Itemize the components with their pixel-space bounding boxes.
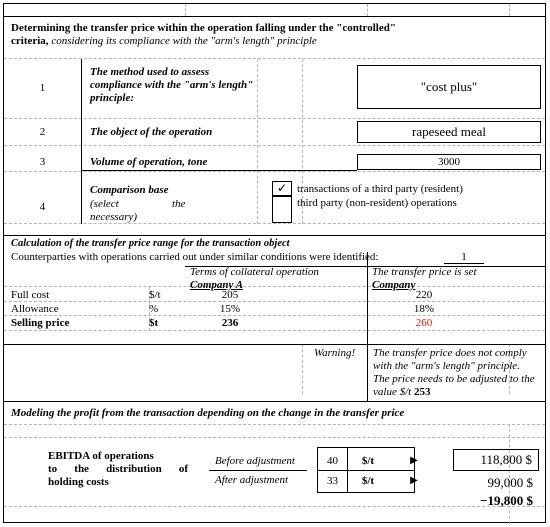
modeling-section-title: Modeling the profit from the transaction depending on the change in the transfer price [11, 407, 405, 419]
grid-line [4, 58, 545, 59]
non-resident-checkbox[interactable] [272, 196, 292, 223]
grid-line [4, 145, 545, 146]
resident-option-label: transactions of a third party (resident) [297, 183, 463, 195]
section-divider [4, 235, 545, 236]
company-header: Company [372, 279, 416, 291]
row-rule [209, 470, 307, 471]
comparison-hint: necessary) [90, 211, 138, 223]
grid-line [4, 223, 545, 224]
row-number: 4 [39, 201, 46, 213]
adjusted-price-value: 253 [413, 386, 431, 398]
volume-value-field[interactable]: 3000 [357, 154, 541, 170]
row-rule [81, 170, 357, 171]
grid-line [367, 4, 368, 16]
grid-line [4, 330, 545, 331]
counterparties-count: 1 [444, 251, 484, 264]
comparison-hint: the [172, 198, 186, 210]
cell-rule [317, 470, 415, 471]
section-divider [4, 344, 545, 345]
grid-line [4, 437, 545, 438]
page-title: Determining the transfer price within the operation falling under the "controlled" criteria, considering its compliance with the "arm's length" principle [11, 22, 396, 47]
volume-label: Volume of operation, tone [90, 156, 208, 168]
grid-line [509, 424, 510, 524]
warning-message: The transfer price does not comply with the "arm's length" principle. The price needs to be adjusted to the value $/t 253 [373, 347, 535, 398]
company-a-header: Company A [190, 279, 244, 291]
calc-section-title: Calculation of the transfer price range for the transaction object [11, 238, 290, 249]
unit-label: $/t [361, 455, 375, 467]
company-a-value: 236 [221, 317, 239, 329]
before-result: 118,800 $ [453, 449, 539, 471]
ebitda-label: EBITDA of operations to the distribution of holding costs [48, 450, 188, 488]
grid-line [4, 315, 545, 316]
row-number: 3 [39, 156, 46, 168]
resident-checkbox[interactable]: ✓ [272, 181, 292, 196]
grid-line [4, 286, 545, 287]
company-value-alert: 260 [415, 317, 433, 329]
company-value: 18% [413, 303, 435, 315]
grid-line [302, 344, 303, 394]
comparison-hint: (select [90, 198, 119, 210]
before-adjustment-label: Before adjustment [215, 455, 295, 467]
section-divider [4, 16, 545, 17]
comparison-label: Comparison base [90, 184, 169, 196]
column-rule [81, 59, 82, 224]
arrow-right-icon: ▶ [410, 455, 418, 466]
unit-label: % [149, 303, 159, 315]
grid-line [4, 171, 545, 172]
row-number: 1 [39, 82, 46, 94]
column-rule [367, 252, 368, 344]
grid-line [4, 118, 545, 119]
transfer-column-title: The transfer price is set [372, 266, 477, 278]
non-resident-option-label: third party (non-resident) operations [297, 197, 457, 209]
grid-line [185, 4, 186, 16]
grid-line [509, 4, 510, 16]
section-divider [4, 401, 545, 402]
collateral-column-title: Terms of collateral operation [190, 266, 319, 278]
after-adjustment-label: After adjustment [215, 474, 289, 486]
object-value-field[interactable]: rapeseed meal [357, 121, 541, 143]
after-value-field[interactable]: 33 [327, 475, 338, 487]
row-number: 2 [39, 126, 46, 138]
unit-label: $/t [149, 289, 161, 301]
unit-label: $t [149, 317, 159, 329]
company-a-value: 205 [221, 289, 239, 301]
method-value-field[interactable]: "cost plus" [357, 65, 541, 109]
full-cost-label: Full cost [11, 289, 50, 301]
before-value-field[interactable]: 40 [327, 455, 338, 467]
counterparties-text: Counterparties with operations carried out under similar conditions were identified: [11, 251, 379, 263]
arrow-right-icon: ▶ [410, 475, 418, 486]
company-value: 220 [415, 289, 433, 301]
company-a-value: 15% [219, 303, 241, 315]
grid-line [4, 424, 545, 425]
allowance-label: Allowance [11, 303, 59, 315]
after-result: 99,000 $ [487, 475, 533, 490]
transfer-price-sheet [3, 3, 546, 523]
selling-price-label: Selling price [11, 317, 70, 329]
column-rule [367, 344, 368, 401]
method-label: The method used to assess compliance with the "arm's length" principle: [90, 66, 254, 104]
object-label: The object of the operation [90, 126, 213, 138]
warning-label: Warning! [314, 347, 356, 359]
grid-line [4, 301, 545, 302]
unit-label: $/t [361, 475, 375, 487]
profit-difference: −19,800 $ [480, 493, 533, 508]
